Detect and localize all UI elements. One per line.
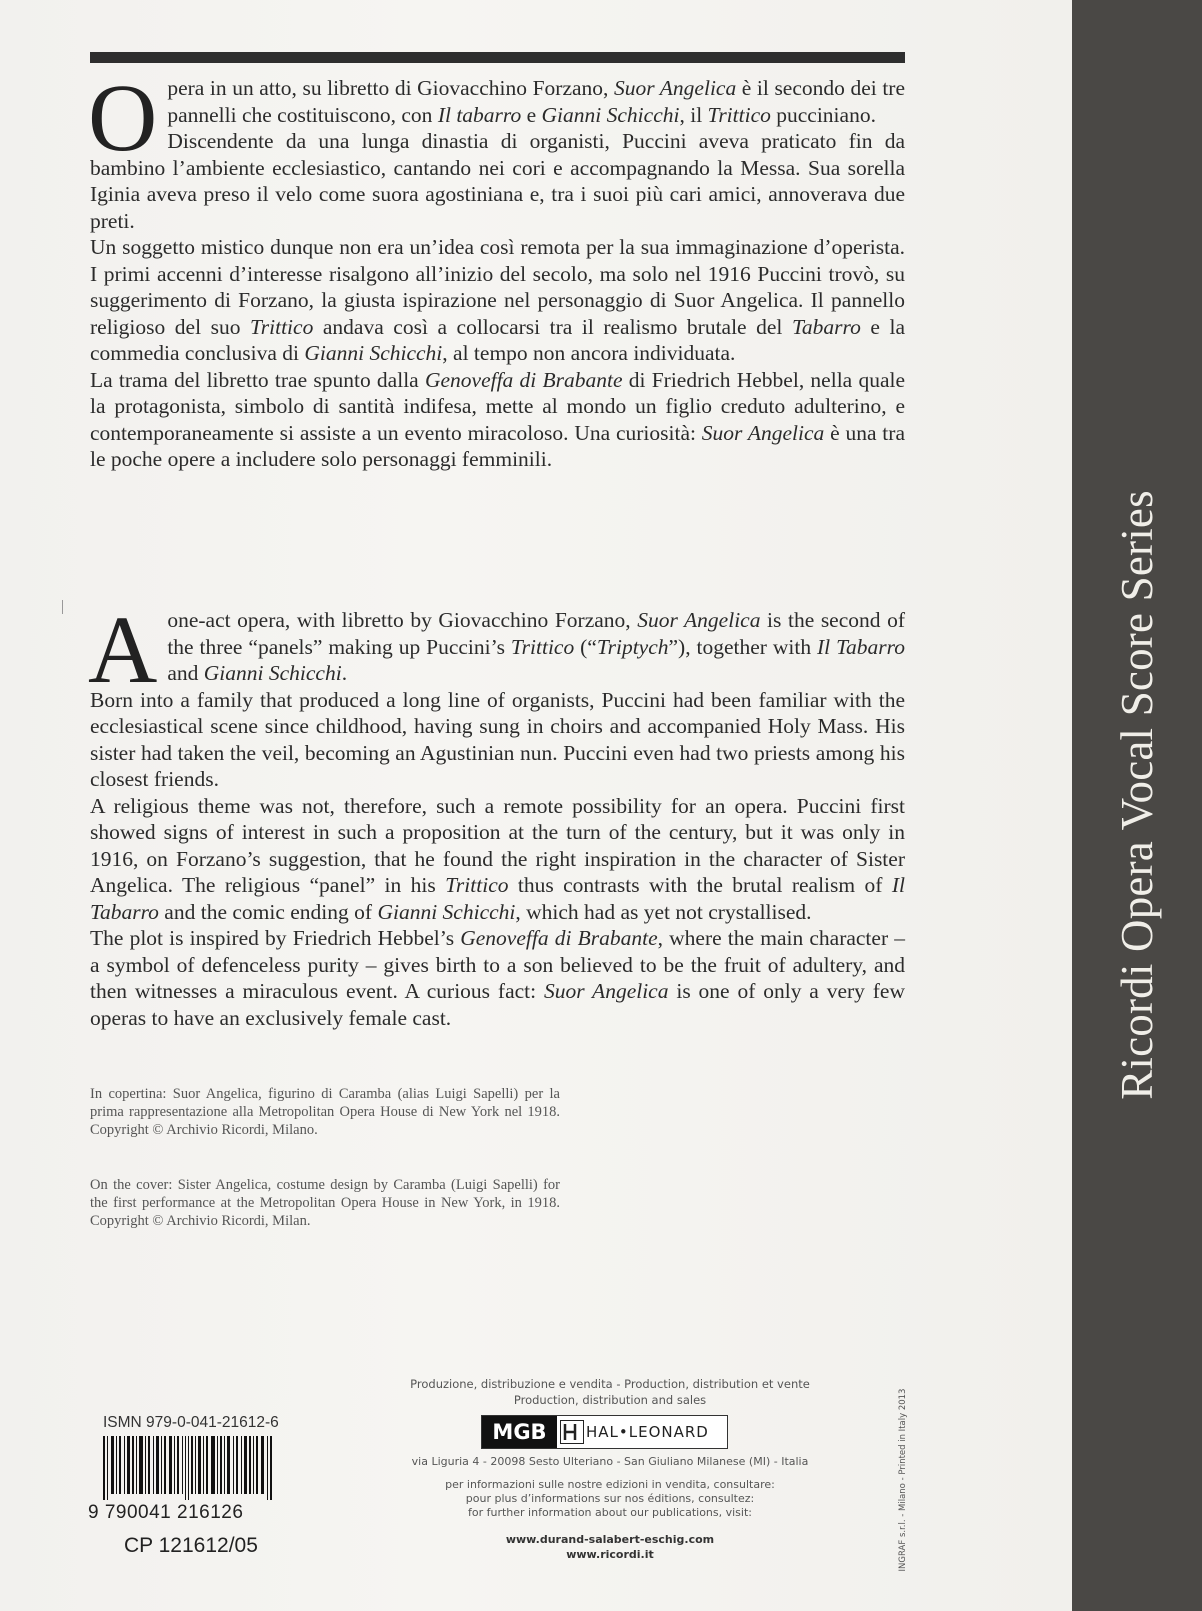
publisher-logo [481, 1415, 728, 1449]
production-notice: Produzione, distribuzione e vendita - Production, distribution et vente Production, distribution and sales [410, 1377, 810, 1407]
italian-paragraph-3: Un soggetto mistico dunque non era un’idea così remota per la sua immaginazione d’operista. I primi accenni d’interesse risalgono all’inizio del secolo, ma solo nel 1916 Puccini trovò, su suggerimento di Forzano, la giusta ispirazione nel personaggio di Suor Angelica. Il pannello religioso del suo Trittico andava così a collocarsi tra il realismo brutale del Tabarro e la commedia conclusiva di Gianni Schicchi, al tempo non ancora individuata. [90, 235, 906, 365]
mgb-logo: MGB [482, 1416, 557, 1448]
italian-intro: Opera in un atto, su libretto di Giovacchino Forzano, Suor Angelica è il secondo dei tre pannelli che costituiscono, con Il tabarro e Gianni Schicchi, il Trittico pucciniano. [88, 64, 905, 171]
catalog-number: CP 121612/05 [124, 1534, 258, 1557]
hal-leonard-logo: HAL•LEONARD [586, 1423, 709, 1441]
dropcap-a: A [88, 596, 158, 703]
durand-link[interactable]: www.durand-salabert-eschig.com [505, 1533, 715, 1546]
barcode [103, 1436, 273, 1500]
english-paragraph-4: The plot is inspired by Friedrich Hebbel’s Genoveffa di Brabante, where the main character – a symbol of defenceless purity – gives birth to a son believed to be the fruit of adultery, and then witnesses a miraculous event. A curious fact: Suor Angelica is one of only a very few operas to have an exclusively female cast. [90, 926, 906, 1030]
ricordi-link[interactable]: www.ricordi.it [566, 1548, 654, 1561]
publisher-info: per informazioni sulle nostre edizioni in vendita, consultare: pour plus d’informations sur nos éditions, consultez: for further information about our publications, visit: [445, 1478, 775, 1519]
publisher-urls [390, 1532, 830, 1562]
top-rule [90, 52, 905, 63]
italian-paragraph-4: La trama del libretto trae spunto dalla Genoveffa di Brabante di Friedrich Hebbel, nella quale la protagonista, simbolo di santità indifesa, mette al mondo un figlio creduto adulterino, e contemporaneamente si assiste a un evento miracoloso. Una curiosità: Suor Angelica è una tra le poche opere a includere solo personaggi femminili. [90, 367, 906, 471]
italian-paragraph-2: Discendente da una lunga dinastia di organisti, Puccini aveva praticato fin da bambino l’ambiente ecclesiastico, cantando nei cori e accompagnando la Messa. Sua sorella Iginia aveva preso il velo come suora agostiniana e, tra i suoi più cari amici, annoverava due preti. [90, 129, 905, 233]
ismn-label: ISMN 979-0-041-21612-6 [103, 1414, 279, 1431]
hal-leonard-icon [560, 1420, 584, 1444]
english-paragraph-2: Born into a family that produced a long line of organists, Puccini had been familiar with the ecclesiastical scene since childhood, having sung in choirs and accompanied Holy Mass. His sister had taken the veil, becoming an Agustinian nun. Puccini even had two priests among his closest friends. [90, 687, 905, 791]
italian-text [88, 64, 906, 473]
printer-notice: INGRAF s.r.l. - Milano - Printed in Italy 2013 [898, 1388, 908, 1572]
caption-italian: In copertina: Suor Angelica, figurino di Caramba (alias Luigi Sapelli) per la prima rappresentazione alla Metropolitan Opera House di New York nel 1918. Copyright © Archivio Ricordi, Milano. [90, 1086, 560, 1138]
dropcap-o: O [88, 64, 158, 171]
english-paragraph-3: A religious theme was not, therefore, such a remote possibility for an opera. Puccini first showed signs of interest in such a proposition at the turn of the century, but it was only in 1916, on Forzano’s suggestion, that he found the right inspiration in the character of Sister Angelica. The religious “panel” in his Trittico thus contrasts with the brutal realism of Il Tabarro and the comic ending of Gianni Schicchi, which had as yet not crystallised. [90, 793, 905, 924]
barcode-digits: 9 790041 216126 [88, 1502, 244, 1523]
caption-english: On the cover: Sister Angelica, costume design by Caramba (Luigi Sapelli) for the first performance at the Metropolitan Opera House in New York, in 1918. Copyright © Archivio Ricordi, Milan. [90, 1177, 560, 1229]
margin-mark [62, 600, 63, 614]
series-title: Ricordi Opera Vocal Score Series [1112, 490, 1162, 1100]
publisher-address: via Liguria 4 - 20098 Sesto Ulteriano - San Giuliano Milanese (MI) - Italia [411, 1455, 809, 1468]
english-intro: A one-act opera, with libretto by Giovacchino Forzano, Suor Angelica is the second of the three “panels” making up Puccini’s Trittico (“Triptych”), together with Il Tabarro and Gianni Schicchi. [88, 596, 906, 703]
english-text [88, 596, 906, 1031]
